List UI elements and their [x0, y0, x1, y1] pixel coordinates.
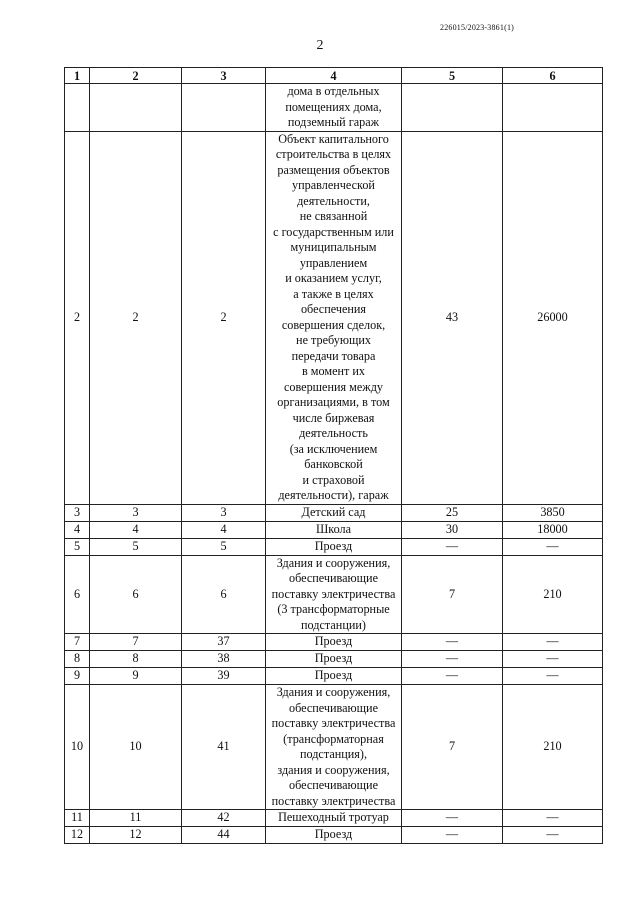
- table-cell-column-2: 8: [90, 651, 182, 668]
- table-cell-object-name: дома в отдельных помещениях дома, подземный гараж: [266, 84, 402, 132]
- table-cell-column-6: 3850: [503, 504, 603, 521]
- column-header: 2: [90, 68, 182, 84]
- table-cell-column-2: 6: [90, 555, 182, 634]
- table-cell-empty: [90, 84, 182, 132]
- table-row: [65, 538, 603, 555]
- table-cell-column-2: 10: [90, 685, 182, 810]
- table-row: [65, 555, 603, 634]
- table-cell-column-5: —: [402, 651, 503, 668]
- table-cell-column-6: —: [503, 827, 603, 844]
- table-row: [65, 521, 603, 538]
- column-header: 3: [182, 68, 266, 84]
- table-cell-column-2: 9: [90, 668, 182, 685]
- table-cell-number: 5: [65, 538, 90, 555]
- table-cell-number: 12: [65, 827, 90, 844]
- table-cell-column-6: —: [503, 810, 603, 827]
- table-cell-column-5: —: [402, 538, 503, 555]
- table-cell-column-3: 42: [182, 810, 266, 827]
- table-cell-column-6: —: [503, 651, 603, 668]
- table-cell-column-2: 3: [90, 504, 182, 521]
- table-cell-column-3: 39: [182, 668, 266, 685]
- table-cell-column-6: 210: [503, 555, 603, 634]
- table-row: [65, 504, 603, 521]
- table-cell-object-name: Проезд: [266, 634, 402, 651]
- table-cell-number: 2: [65, 131, 90, 504]
- column-header: 1: [65, 68, 90, 84]
- column-header: 6: [503, 68, 603, 84]
- table-row: [65, 668, 603, 685]
- table-cell-column-3: 44: [182, 827, 266, 844]
- table-row-continuation: [65, 84, 603, 132]
- table-row: [65, 131, 603, 504]
- table-cell-number: 8: [65, 651, 90, 668]
- table-cell-column-3: 37: [182, 634, 266, 651]
- table-cell-column-2: 2: [90, 131, 182, 504]
- table-cell-object-name: Здания и сооружения, обеспечивающие поставку электричества (3 трансформаторные подстанции): [266, 555, 402, 634]
- table-header-row: [65, 68, 603, 84]
- table-cell-object-name: Проезд: [266, 668, 402, 685]
- table-cell-object-name: Проезд: [266, 651, 402, 668]
- table-cell-column-5: —: [402, 810, 503, 827]
- column-header: 4: [266, 68, 402, 84]
- table-cell-empty: [182, 84, 266, 132]
- table-row: [65, 685, 603, 810]
- objects-table: [64, 67, 603, 844]
- table-cell-number: 11: [65, 810, 90, 827]
- table-cell-column-2: 5: [90, 538, 182, 555]
- table-cell-empty: [402, 84, 503, 132]
- table-cell-column-3: 6: [182, 555, 266, 634]
- page-number: 2: [316, 38, 324, 53]
- table-cell-number: 4: [65, 521, 90, 538]
- table-cell-number: 10: [65, 685, 90, 810]
- table-cell-column-3: 3: [182, 504, 266, 521]
- table-cell-column-5: —: [402, 634, 503, 651]
- table-cell-number: 6: [65, 555, 90, 634]
- table-cell-column-2: 7: [90, 634, 182, 651]
- table-cell-empty: [65, 84, 90, 132]
- table-cell-object-name: Объект капитального строительства в целях размещения объектов управленческой деятельности, не связанной с государственным или муниципальным управлением и оказанием услуг, а также в целях обеспечения совершения сделок, не требующих передачи товара в момент их совершения между организациями, в том числе биржевая деятельность (за исключением банковской и страховой деятельности), гараж: [266, 131, 402, 504]
- column-header: 5: [402, 68, 503, 84]
- table-cell-column-3: 5: [182, 538, 266, 555]
- table-cell-number: 3: [65, 504, 90, 521]
- table-cell-number: 7: [65, 634, 90, 651]
- table-cell-column-3: 38: [182, 651, 266, 668]
- table-cell-column-5: —: [402, 668, 503, 685]
- document-registration-number: 226015/2023-3861(1): [440, 23, 515, 32]
- table-cell-column-6: 26000: [503, 131, 603, 504]
- table-cell-column-6: —: [503, 668, 603, 685]
- table-cell-column-3: 41: [182, 685, 266, 810]
- table-cell-object-name: Школа: [266, 521, 402, 538]
- table-cell-empty: [503, 84, 603, 132]
- table-cell-column-5: 7: [402, 555, 503, 634]
- table-row: [65, 810, 603, 827]
- table-cell-column-5: 7: [402, 685, 503, 810]
- table-cell-object-name: Детский сад: [266, 504, 402, 521]
- table-cell-object-name: Проезд: [266, 827, 402, 844]
- table-cell-column-5: 43: [402, 131, 503, 504]
- table-row: [65, 634, 603, 651]
- table-cell-column-2: 4: [90, 521, 182, 538]
- table-cell-column-2: 11: [90, 810, 182, 827]
- table-cell-column-5: 30: [402, 521, 503, 538]
- table-row: [65, 827, 603, 844]
- table-cell-number: 9: [65, 668, 90, 685]
- table-cell-column-3: 4: [182, 521, 266, 538]
- table-cell-column-6: 210: [503, 685, 603, 810]
- table-cell-column-2: 12: [90, 827, 182, 844]
- table-cell-object-name: Проезд: [266, 538, 402, 555]
- table-cell-object-name: Пешеходный тротуар: [266, 810, 402, 827]
- table-cell-column-5: —: [402, 827, 503, 844]
- table-row: [65, 651, 603, 668]
- table-cell-column-6: —: [503, 634, 603, 651]
- table-cell-column-5: 25: [402, 504, 503, 521]
- table-cell-column-3: 2: [182, 131, 266, 504]
- table-cell-column-6: —: [503, 538, 603, 555]
- table-cell-column-6: 18000: [503, 521, 603, 538]
- table-cell-object-name: Здания и сооружения, обеспечивающие поставку электричества (трансформаторная подстанция), здания и сооружения, обеспечивающие поставку электричества: [266, 685, 402, 810]
